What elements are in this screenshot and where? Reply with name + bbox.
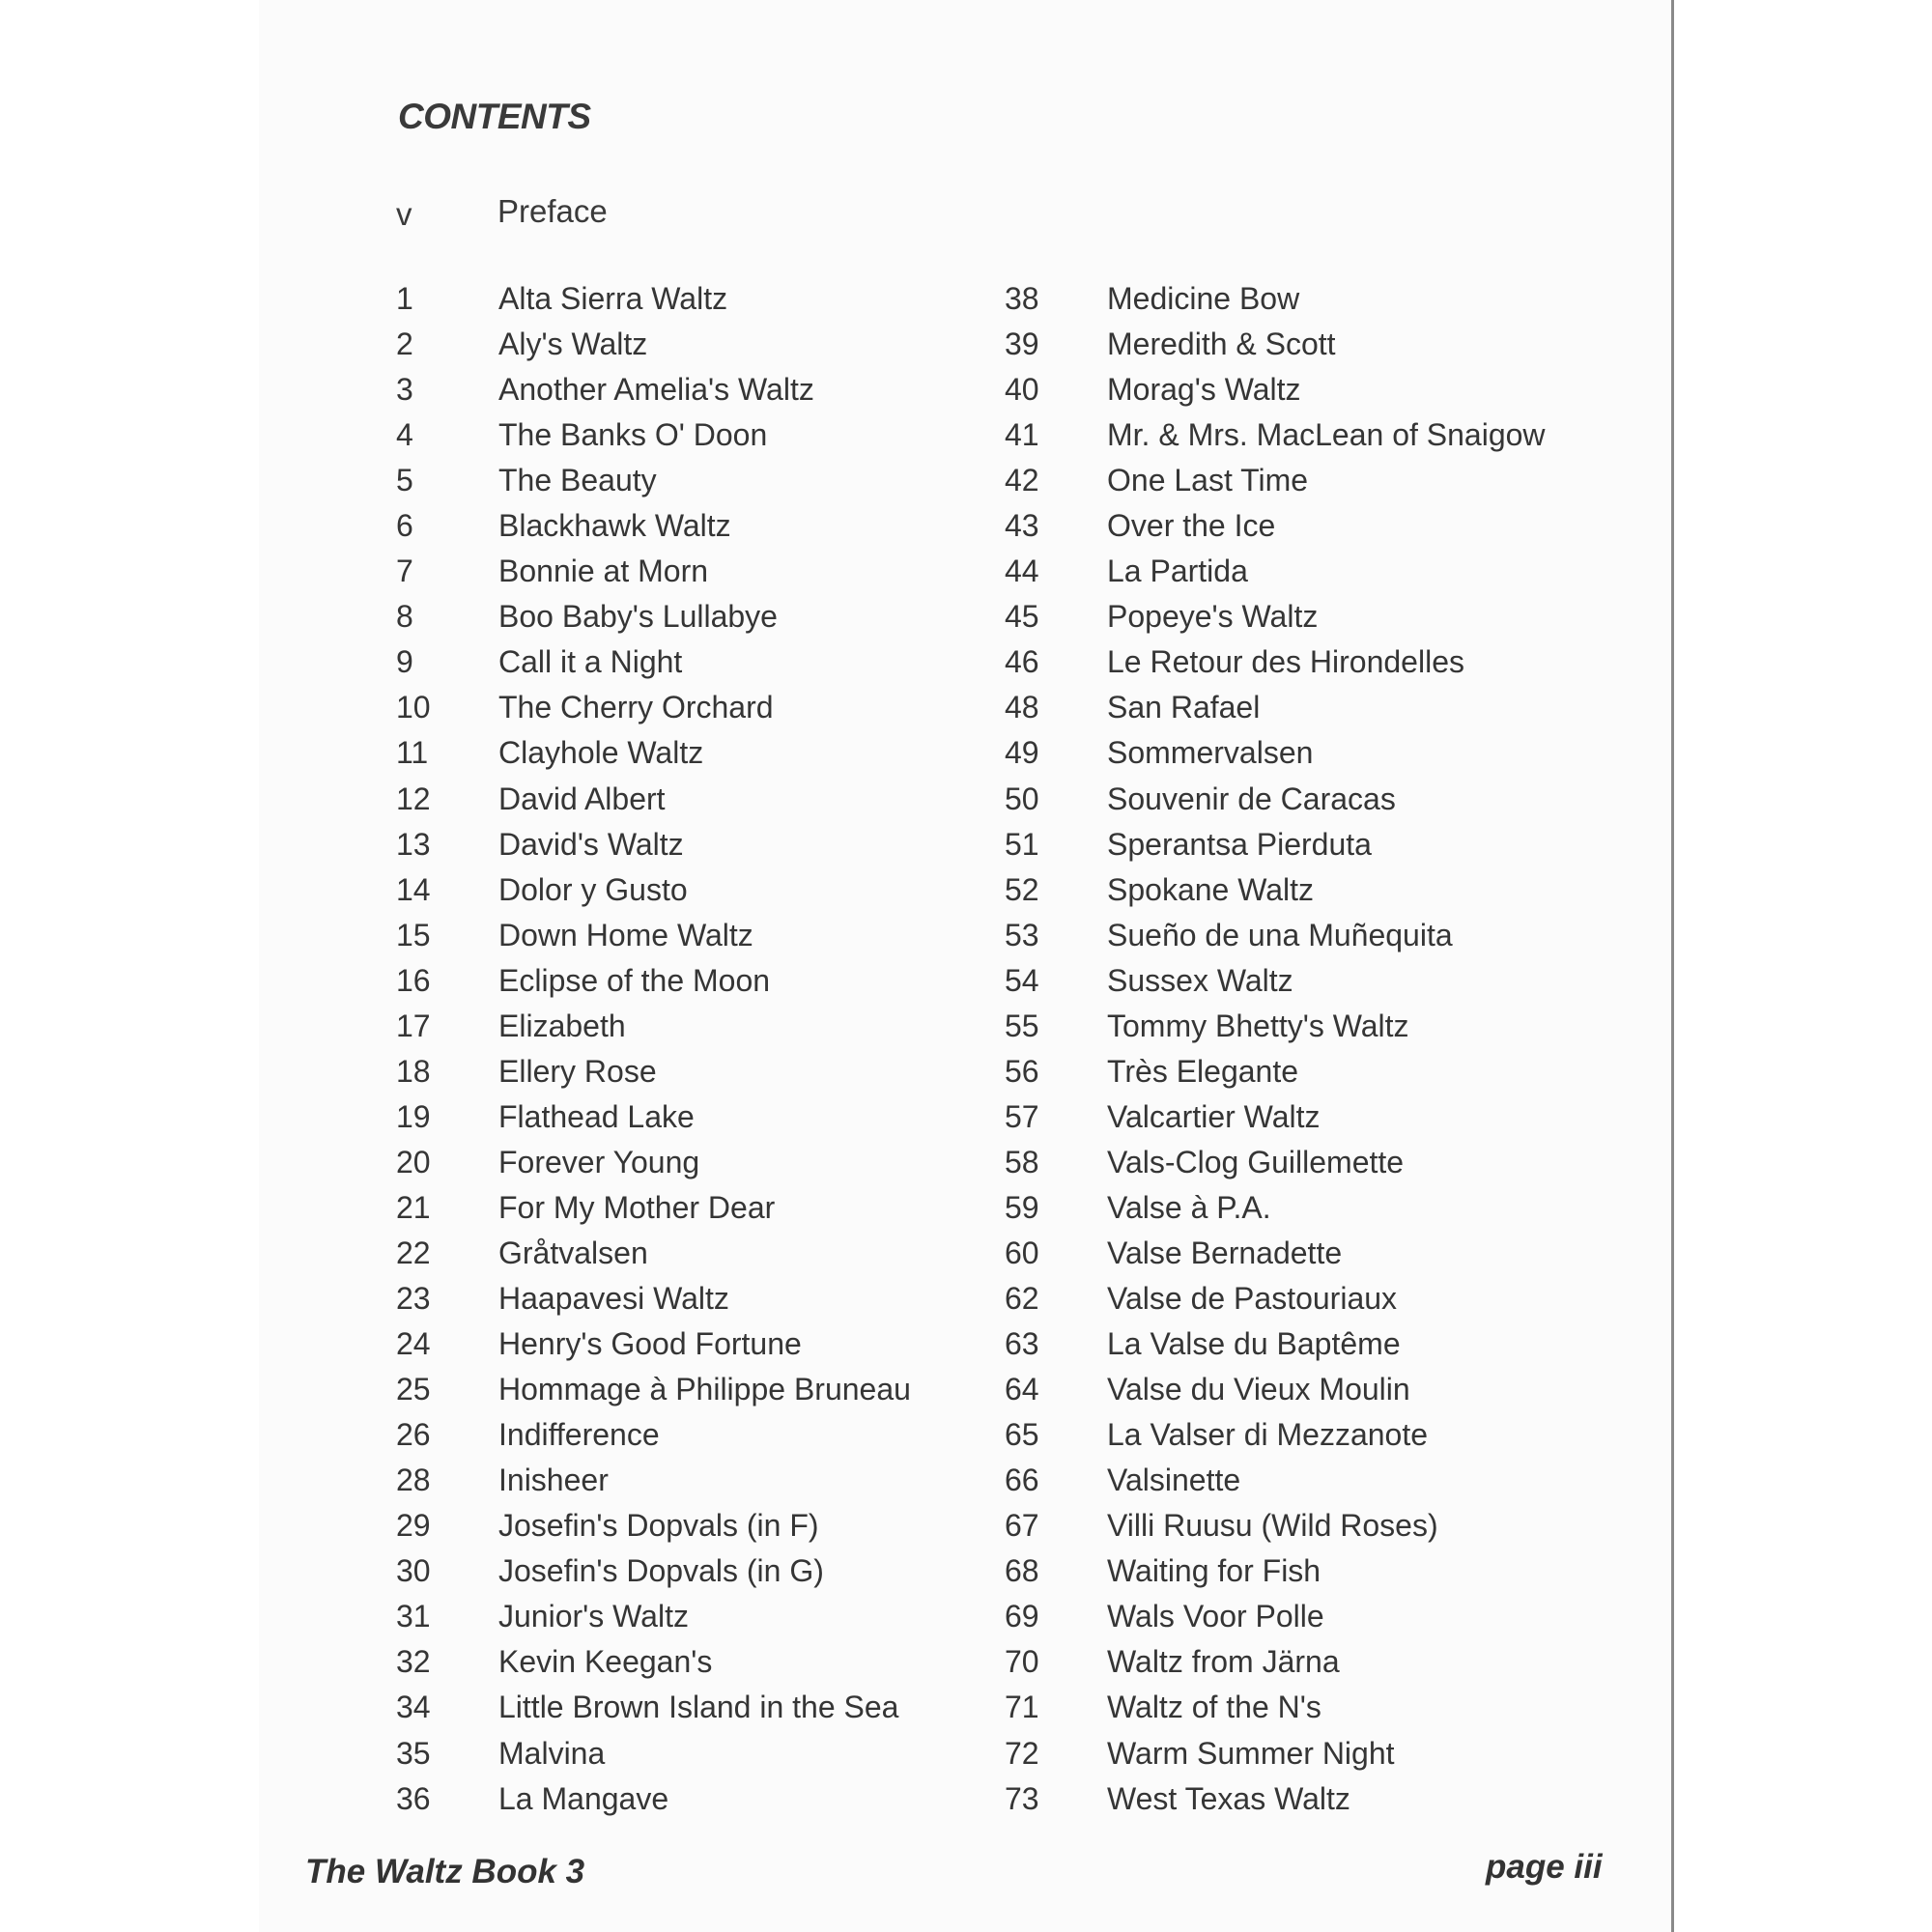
contents-entry — [396, 1548, 911, 1594]
entry-page-number: 45 — [1005, 599, 1039, 635]
contents-entry — [1005, 1503, 1546, 1548]
entry-page-number: 30 — [396, 1553, 431, 1589]
contents-entry — [396, 458, 911, 503]
contents-entry — [396, 777, 911, 822]
contents-entry — [1005, 1412, 1546, 1458]
contents-entry — [396, 1321, 911, 1367]
entry-page-number: 22 — [396, 1235, 431, 1270]
entry-page-number: 49 — [1005, 735, 1039, 771]
entry-title: Eclipse of the Moon — [498, 962, 771, 998]
entry-page-number: 6 — [396, 508, 413, 544]
entry-page-number: 50 — [1005, 781, 1039, 816]
entry-title: Waiting for Fish — [1107, 1553, 1321, 1589]
entry-page-number: 66 — [1005, 1463, 1039, 1498]
entry-page-number: 19 — [396, 1098, 431, 1134]
entry-title: Tommy Bhetty's Waltz — [1107, 1008, 1409, 1043]
contents-entry — [1005, 685, 1546, 730]
entry-title: Kevin Keegan's — [498, 1644, 713, 1680]
contents-entry — [1005, 1231, 1546, 1276]
entry-title: Alta Sierra Waltz — [498, 281, 728, 316]
contents-entry — [396, 412, 911, 458]
contents-entry — [396, 1685, 911, 1730]
contents-entry — [396, 1140, 911, 1185]
contents-entry — [1005, 1594, 1546, 1639]
contents-entry — [396, 322, 911, 367]
entry-page-number: 28 — [396, 1463, 431, 1498]
entry-title: Henry's Good Fortune — [498, 1326, 802, 1362]
entry-title: Blackhawk Waltz — [498, 508, 731, 544]
contents-entry — [1005, 276, 1546, 322]
contents-entry — [396, 913, 911, 958]
entry-title: Down Home Waltz — [498, 917, 753, 952]
entry-title: Inisheer — [498, 1463, 609, 1498]
entry-title: Indifference — [498, 1417, 660, 1453]
contents-entry — [396, 1594, 911, 1639]
entry-page-number: 18 — [396, 1053, 431, 1089]
contents-entry — [1005, 367, 1546, 412]
contents-entry — [1005, 1140, 1546, 1185]
entry-title: Très Elegante — [1107, 1053, 1299, 1089]
contents-entry — [1005, 913, 1546, 958]
entry-title: Valsinette — [1107, 1463, 1241, 1498]
entry-page-number: 55 — [1005, 1008, 1039, 1043]
entry-page-number: 39 — [1005, 327, 1039, 362]
contents-entry — [1005, 1321, 1546, 1367]
entry-title: Morag's Waltz — [1107, 372, 1301, 408]
entry-page-number: 16 — [396, 962, 431, 998]
entry-title: Hommage à Philippe Bruneau — [498, 1372, 911, 1407]
contents-entry — [1005, 958, 1546, 1004]
entry-page-number: 69 — [1005, 1599, 1039, 1634]
entry-page-number: 72 — [1005, 1735, 1039, 1771]
footer-book-title: The Waltz Book 3 — [305, 1853, 585, 1890]
entry-title: Medicine Bow — [1107, 281, 1300, 316]
entry-title: Valse Bernadette — [1107, 1235, 1343, 1270]
contents-entry — [396, 822, 911, 867]
entry-page-number: 24 — [396, 1326, 431, 1362]
entry-page-number: 13 — [396, 826, 431, 862]
contents-entry — [396, 639, 911, 685]
entry-title: Bonnie at Morn — [498, 554, 709, 589]
entry-title: La Mangave — [498, 1780, 669, 1816]
preface-page-number: v — [396, 196, 412, 232]
contents-entry — [396, 1458, 911, 1503]
contents-entry — [1005, 1276, 1546, 1321]
contents-entry — [1005, 1094, 1546, 1140]
entry-page-number: 46 — [1005, 644, 1039, 680]
contents-entry — [1005, 1639, 1546, 1685]
entry-page-number: 71 — [1005, 1690, 1039, 1725]
entry-title: One Last Time — [1107, 463, 1309, 498]
contents-entry — [396, 1276, 911, 1321]
contents-entry — [1005, 458, 1546, 503]
contents-entry — [1005, 730, 1546, 776]
entry-page-number: 58 — [1005, 1144, 1039, 1179]
entry-page-number: 10 — [396, 690, 431, 725]
contents-entry — [1005, 1776, 1546, 1822]
entry-page-number: 17 — [396, 1008, 431, 1043]
entry-page-number: 11 — [396, 735, 429, 771]
contents-entry — [396, 1776, 911, 1822]
entry-title: Another Amelia's Waltz — [498, 372, 814, 408]
contents-entry — [396, 1367, 911, 1412]
entry-title: David Albert — [498, 781, 666, 816]
entry-page-number: 36 — [396, 1780, 431, 1816]
entry-title: Haapavesi Waltz — [498, 1281, 729, 1317]
entry-title: Sueño de una Muñequita — [1107, 917, 1453, 952]
entry-title: Little Brown Island in the Sea — [498, 1690, 899, 1725]
contents-entry — [396, 1185, 911, 1231]
entry-title: Souvenir de Caracas — [1107, 781, 1396, 816]
entry-page-number: 48 — [1005, 690, 1039, 725]
contents-entry — [1005, 867, 1546, 913]
entry-title: Boo Baby's Lullabye — [498, 599, 778, 635]
entry-title: Wals Voor Polle — [1107, 1599, 1324, 1634]
contents-entry — [1005, 1685, 1546, 1730]
entry-page-number: 26 — [396, 1417, 431, 1453]
entry-title: The Cherry Orchard — [498, 690, 774, 725]
entry-page-number: 35 — [396, 1735, 431, 1771]
contents-entry — [1005, 412, 1546, 458]
contents-entry — [396, 958, 911, 1004]
contents-entry — [396, 549, 911, 594]
entry-title: Warm Summer Night — [1107, 1735, 1395, 1771]
entry-page-number: 70 — [1005, 1644, 1039, 1680]
entry-title: Spokane Waltz — [1107, 871, 1315, 907]
entry-title: Popeye's Waltz — [1107, 599, 1319, 635]
entry-page-number: 32 — [396, 1644, 431, 1680]
contents-entry — [1005, 1548, 1546, 1594]
entry-page-number: 41 — [1005, 417, 1039, 453]
entry-page-number: 31 — [396, 1599, 431, 1634]
entry-title: Valse à P.A. — [1107, 1189, 1271, 1225]
entry-title: Valse du Vieux Moulin — [1107, 1372, 1410, 1407]
contents-entry — [396, 1639, 911, 1685]
entry-page-number: 20 — [396, 1144, 431, 1179]
entry-title: Le Retour des Hirondelles — [1107, 644, 1464, 680]
entry-page-number: 64 — [1005, 1372, 1039, 1407]
entry-page-number: 34 — [396, 1690, 431, 1725]
entry-page-number: 60 — [1005, 1235, 1039, 1270]
entry-title: Forever Young — [498, 1144, 700, 1179]
entry-page-number: 2 — [396, 327, 413, 362]
entry-page-number: 59 — [1005, 1189, 1039, 1225]
entry-page-number: 43 — [1005, 508, 1039, 544]
entry-title: Clayhole Waltz — [498, 735, 704, 771]
entry-page-number: 63 — [1005, 1326, 1039, 1362]
entry-page-number: 7 — [396, 554, 413, 589]
entry-page-number: 73 — [1005, 1780, 1039, 1816]
entry-title: Villi Ruusu (Wild Roses) — [1107, 1508, 1438, 1544]
footer-page-label: page iii — [1486, 1848, 1603, 1886]
entry-title: Waltz from Järna — [1107, 1644, 1340, 1680]
contents-entry — [1005, 322, 1546, 367]
entry-title: The Banks O' Doon — [498, 417, 768, 453]
entry-page-number: 51 — [1005, 826, 1039, 862]
entry-title: Ellery Rose — [498, 1053, 657, 1089]
entry-title: Elizabeth — [498, 1008, 626, 1043]
entry-page-number: 21 — [396, 1189, 431, 1225]
entry-title: Flathead Lake — [498, 1098, 695, 1134]
entry-title: Sperantsa Pierduta — [1107, 826, 1372, 862]
entry-page-number: 5 — [396, 463, 413, 498]
entry-title: The Beauty — [498, 463, 657, 498]
entry-title: Valse de Pastouriaux — [1107, 1281, 1398, 1317]
entry-title: Sommervalsen — [1107, 735, 1314, 771]
entry-title: Waltz of the N's — [1107, 1690, 1321, 1725]
entry-page-number: 15 — [396, 917, 431, 952]
entry-title: La Partida — [1107, 554, 1248, 589]
entry-page-number: 23 — [396, 1281, 431, 1317]
contents-entry — [1005, 639, 1546, 685]
contents-heading: CONTENTS — [398, 97, 591, 136]
entry-page-number: 40 — [1005, 372, 1039, 408]
entry-page-number: 42 — [1005, 463, 1039, 498]
entry-title: Junior's Waltz — [498, 1599, 689, 1634]
entry-page-number: 12 — [396, 781, 431, 816]
contents-entry — [1005, 549, 1546, 594]
entry-title: Mr. & Mrs. MacLean of Snaigow — [1107, 417, 1546, 453]
entry-title: San Rafael — [1107, 690, 1261, 725]
entry-title: Malvina — [498, 1735, 606, 1771]
entry-title: Dolor y Gusto — [498, 871, 688, 907]
entry-title: Josefin's Dopvals (in G) — [498, 1553, 824, 1589]
contents-entry — [1005, 777, 1546, 822]
contents-entry — [1005, 1367, 1546, 1412]
entry-page-number: 52 — [1005, 871, 1039, 907]
entry-title: Over the Ice — [1107, 508, 1276, 544]
entry-page-number: 4 — [396, 417, 413, 453]
entry-title: David's Waltz — [498, 826, 684, 862]
entry-page-number: 14 — [396, 871, 431, 907]
entry-title: Meredith & Scott — [1107, 327, 1336, 362]
contents-entry — [396, 685, 911, 730]
entry-page-number: 44 — [1005, 554, 1039, 589]
contents-entry — [396, 730, 911, 776]
contents-entry — [396, 867, 911, 913]
contents-entry — [396, 1049, 911, 1094]
entry-title: For My Mother Dear — [498, 1189, 776, 1225]
entry-page-number: 29 — [396, 1508, 431, 1544]
contents-entry — [1005, 1185, 1546, 1231]
contents-entry — [396, 1731, 911, 1776]
entry-page-number: 65 — [1005, 1417, 1039, 1453]
contents-entry — [396, 594, 911, 639]
entry-title: Aly's Waltz — [498, 327, 648, 362]
entry-page-number: 3 — [396, 372, 413, 408]
contents-entry — [1005, 1049, 1546, 1094]
entry-title: West Texas Waltz — [1107, 1780, 1350, 1816]
contents-entry — [396, 1412, 911, 1458]
entry-page-number: 67 — [1005, 1508, 1039, 1544]
entry-title: Call it a Night — [498, 644, 683, 680]
contents-entry — [396, 1004, 911, 1049]
entry-page-number: 53 — [1005, 917, 1039, 952]
page-edge — [1671, 0, 1674, 1932]
contents-entry — [1005, 1004, 1546, 1049]
entry-page-number: 57 — [1005, 1098, 1039, 1134]
preface-title: Preface — [497, 193, 608, 229]
entry-title: La Valser di Mezzanote — [1107, 1417, 1429, 1453]
entry-page-number: 1 — [396, 281, 413, 316]
entry-title: La Valse du Baptême — [1107, 1326, 1401, 1362]
entry-page-number: 62 — [1005, 1281, 1039, 1317]
entry-page-number: 68 — [1005, 1553, 1039, 1589]
entry-page-number: 25 — [396, 1372, 431, 1407]
contents-entry — [396, 276, 911, 322]
contents-entry — [1005, 1731, 1546, 1776]
entry-page-number: 56 — [1005, 1053, 1039, 1089]
contents-entry — [1005, 1458, 1546, 1503]
contents-entry — [396, 1094, 911, 1140]
entry-page-number: 9 — [396, 644, 413, 680]
contents-left-column — [396, 276, 911, 1822]
entry-page-number: 8 — [396, 599, 413, 635]
entry-title: Sussex Waltz — [1107, 962, 1293, 998]
contents-entry — [396, 1231, 911, 1276]
contents-entry — [1005, 503, 1546, 549]
contents-entry — [396, 367, 911, 412]
entry-title: Valcartier Waltz — [1107, 1098, 1321, 1134]
contents-entry — [396, 503, 911, 549]
entry-page-number: 54 — [1005, 962, 1039, 998]
contents-right-column — [1005, 276, 1546, 1822]
entry-title: Gråtvalsen — [498, 1235, 648, 1270]
contents-entry — [396, 1503, 911, 1548]
contents-entry — [1005, 594, 1546, 639]
contents-entry — [1005, 822, 1546, 867]
entry-title: Vals-Clog Guillemette — [1107, 1144, 1405, 1179]
entry-title: Josefin's Dopvals (in F) — [498, 1508, 819, 1544]
entry-page-number: 38 — [1005, 281, 1039, 316]
